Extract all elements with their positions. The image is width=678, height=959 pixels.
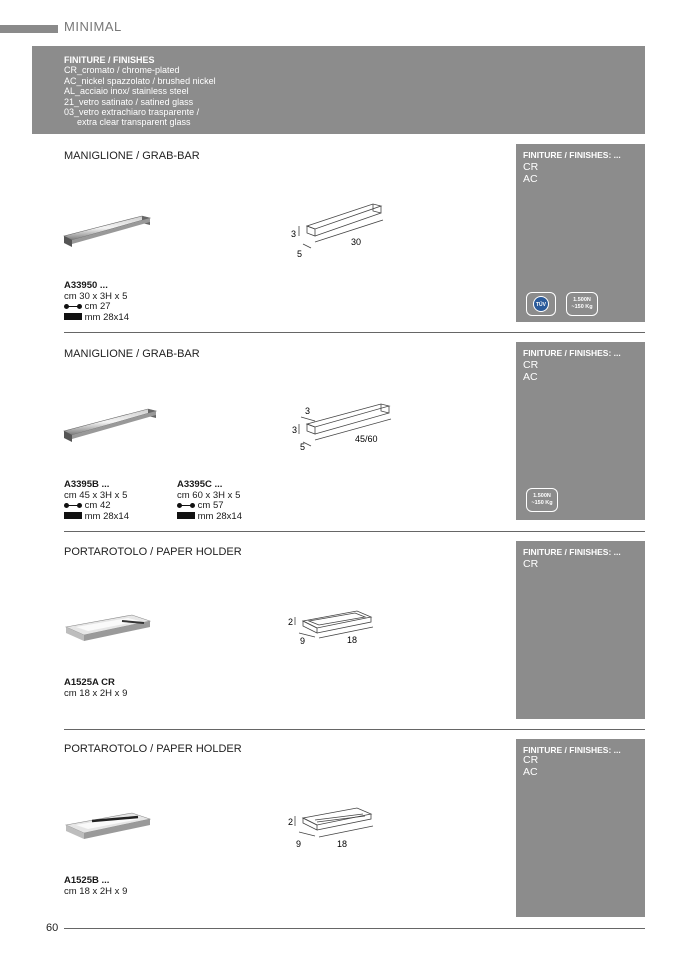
cross-section: mm 28x14 <box>84 510 129 522</box>
dim-height: 3 <box>292 425 298 435</box>
center-distance-icon <box>64 501 82 509</box>
section-title: PORTAROTOLO / PAPER HOLDER <box>64 743 242 755</box>
page-number: 60 <box>46 922 59 934</box>
finishes-legend-line: 03_vetro extrachiaro trasparente / <box>64 107 200 118</box>
dim-width: 18 <box>337 839 348 849</box>
dim-thickness: 3 <box>305 406 311 416</box>
finishes-legend-box <box>32 46 645 134</box>
tuv-cert-icon <box>526 292 556 316</box>
finishes-panel-title: FINITURE / FINISHES: ... <box>523 745 621 755</box>
cross-section-icon <box>64 512 82 519</box>
product-size: cm 45 x 3H x 5 <box>64 489 128 501</box>
product-size: cm 18 x 2H x 9 <box>64 885 128 897</box>
product-code: A33950 ... <box>64 280 108 291</box>
footer-rule <box>64 928 645 929</box>
center-distance: cm 57 <box>197 500 224 511</box>
section-title: MANIGLIONE / GRAB-BAR <box>64 150 200 162</box>
paper-holder-dimension-drawing <box>285 800 380 850</box>
cross-section-icon <box>64 313 82 320</box>
load-rating-text: 1.500N ~150 Kg <box>531 493 553 506</box>
dim-depth: 9 <box>296 839 302 849</box>
center-distance-icon <box>64 302 82 310</box>
product-size: cm 18 x 2H x 9 <box>64 687 128 699</box>
cross-section-icon <box>177 512 195 519</box>
finishes-panel-title: FINITURE / FINISHES: ... <box>523 547 621 557</box>
dim-width: 30 <box>351 237 362 247</box>
cross-section: mm 28x14 <box>197 510 242 522</box>
finishes-panel-title: FINITURE / FINISHES: ... <box>523 348 621 358</box>
dim-depth: 9 <box>300 636 306 646</box>
center-distance: cm 42 <box>84 500 111 511</box>
product-code: A1525B ... <box>64 875 110 886</box>
finish-code: CR <box>523 754 539 766</box>
finishes-panel-title: FINITURE / FINISHES: ... <box>523 150 621 160</box>
product-spec <box>177 480 242 522</box>
dim-height: 2 <box>288 617 294 627</box>
finishes-legend-line: AL_acciaio inox/ stainless steel <box>64 86 189 97</box>
load-rating-badge <box>566 292 598 316</box>
grab-bar-dimension-drawing <box>285 398 400 456</box>
grab-bar-dimension-drawing <box>285 196 395 264</box>
product-code: A3395C ... <box>177 479 223 490</box>
finishes-legend-line: extra clear transparent glass <box>77 117 191 128</box>
finish-code: CR <box>523 359 539 371</box>
finish-code: AC <box>523 766 538 778</box>
section-divider <box>64 729 645 730</box>
dim-depth: 5 <box>297 249 303 259</box>
dim-width: 45/60 <box>355 434 378 444</box>
dim-width: 18 <box>347 635 358 645</box>
finishes-legend-heading: FINITURE / FINISHES <box>64 55 155 65</box>
finishes-legend-line: 21_vetro satinato / satined glass <box>64 96 194 107</box>
dim-height: 2 <box>288 817 294 827</box>
finishes-legend-line: CR_cromato / chrome-plated <box>64 65 180 76</box>
load-rating-badge <box>526 488 558 512</box>
finishes-panel <box>516 739 645 917</box>
product-size: cm 30 x 3H x 5 <box>64 290 128 302</box>
product-spec <box>64 876 127 897</box>
tuv-cert-text: TÜV <box>536 302 546 308</box>
product-code: A1525A CR <box>64 677 115 688</box>
grab-bar-photo <box>62 210 157 255</box>
product-spec <box>64 678 127 699</box>
finish-code: AC <box>523 173 538 185</box>
product-size: cm 60 x 3H x 5 <box>177 489 241 501</box>
dim-depth: 5 <box>300 442 306 452</box>
collection-title: MINIMAL <box>64 19 122 34</box>
section-title: PORTAROTOLO / PAPER HOLDER <box>64 546 242 558</box>
finishes-legend-line: AC_nickel spazzolato / brushed nickel <box>64 75 216 86</box>
paper-holder-dimension-drawing <box>285 603 380 648</box>
finish-code: CR <box>523 161 539 173</box>
finishes-panel <box>516 541 645 719</box>
header-accent-bar <box>0 25 58 33</box>
paper-holder-photo <box>62 803 154 845</box>
section-divider <box>64 332 645 333</box>
finishes-panel <box>516 342 645 520</box>
load-rating-text: 1.500N ~150 Kg <box>571 297 593 310</box>
paper-holder-photo <box>62 605 154 647</box>
section-divider <box>64 531 645 532</box>
grab-bar-photo <box>62 405 162 450</box>
center-distance: cm 27 <box>84 301 111 312</box>
dim-height: 3 <box>291 229 297 239</box>
cross-section: mm 28x14 <box>84 311 129 323</box>
product-code: A3395B ... <box>64 479 110 490</box>
center-distance-icon <box>177 501 195 509</box>
finish-code: CR <box>523 558 539 570</box>
section-title: MANIGLIONE / GRAB-BAR <box>64 348 200 360</box>
product-spec <box>64 281 129 323</box>
finish-code: AC <box>523 371 538 383</box>
product-spec <box>64 480 129 522</box>
finishes-panel <box>516 144 645 322</box>
